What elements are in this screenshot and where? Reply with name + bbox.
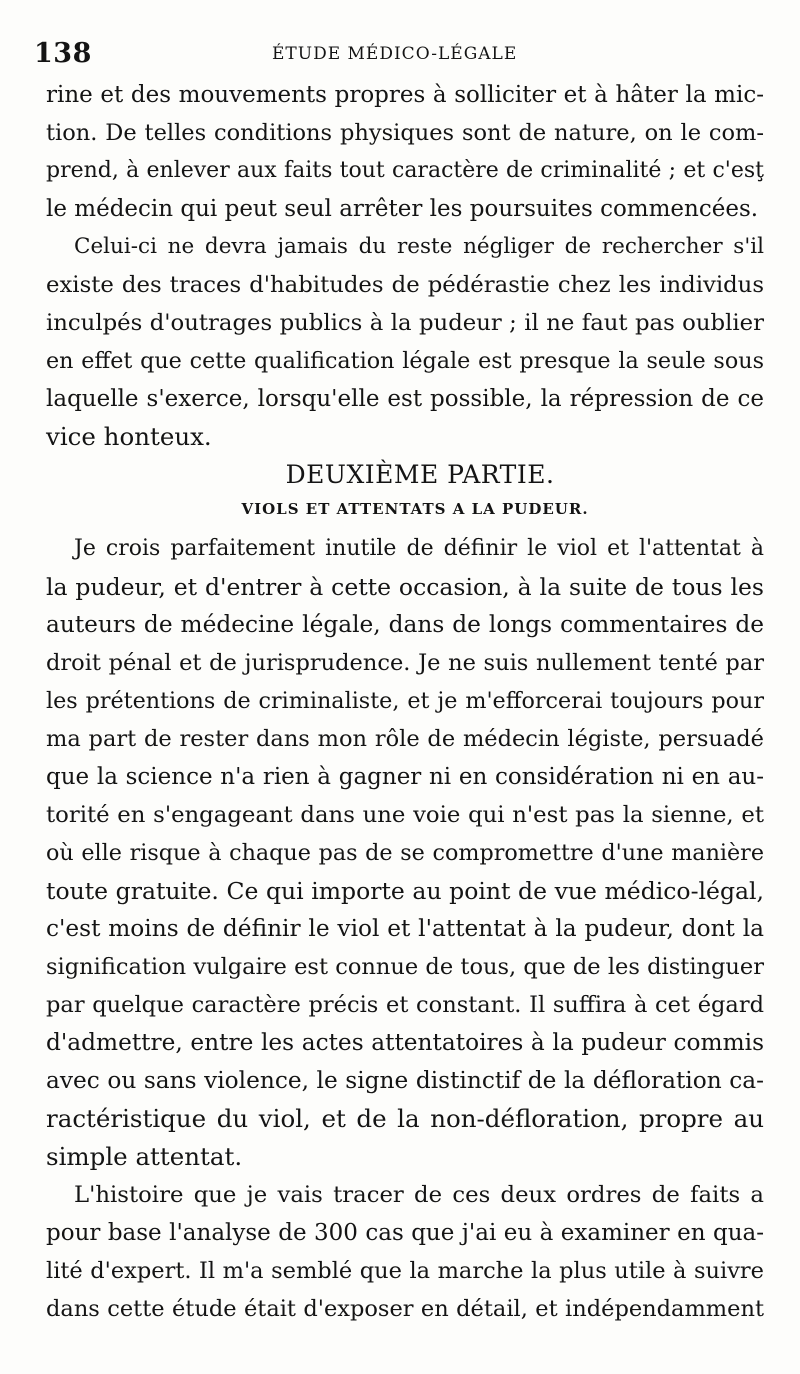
text-line: ma part de rester dans mon rôle de médecin légiste, persuadé — [46, 726, 764, 752]
text-line: L'histoire que je vais tracer de ces deux ordres de faits a — [74, 1182, 764, 1208]
text-line: les prétentions de criminaliste, et je m'efforcerai toujours pour — [46, 688, 764, 714]
text-line: existe des traces d'habitudes de pédérastie chez les individus — [46, 272, 764, 298]
running-head: ÉTUDE MÉDICO-LÉGALE — [272, 44, 518, 64]
text-line: vice honteux. — [46, 422, 212, 451]
text-line: lité d'expert. Il m'a semblé que la marche la plus utile à suivre — [46, 1258, 764, 1284]
text-line: prend, à enlever aux faits tout caractère de criminalité ; et c'esţ — [46, 158, 764, 183]
text-line: dans cette étude était d'exposer en détail, et indépendamment — [46, 1296, 764, 1322]
page-header — [34, 38, 764, 78]
body-text — [46, 76, 764, 1328]
text-line: inculpés d'outrages publics à la pudeur ; il ne faut pas oublier — [46, 310, 764, 336]
text-line: rine et des mouvements propres à solliciter et à hâter la mic- — [46, 82, 764, 108]
text-line: auteurs de médecine légale, dans de longs commentaires de — [46, 611, 764, 638]
paragraph-3 — [46, 530, 764, 1176]
text-line: ractéristique du viol, et de la non-défloration, propre au — [46, 1104, 764, 1133]
text-line: par quelque caractère précis et constant. Il suffira à cet égard — [46, 992, 764, 1018]
text-line: torité en s'engageant dans une voie qui n'est pas la sienne, et — [46, 802, 764, 828]
paragraph-4 — [46, 1176, 764, 1328]
section-title: VIOLS ET ATTENTATS A LA PUDEUR. — [241, 500, 589, 518]
text-line: la pudeur, et d'entrer à cette occasion, à la suite de tous les — [46, 573, 764, 601]
text-line: signification vulgaire est connue de tous, que de les distinguer — [46, 954, 764, 980]
text-line: toute gratuite. Ce qui importe au point de vue médico-légal, — [46, 877, 764, 905]
text-line: laquelle s'exerce, lorsqu'elle est possible, la répression de ce — [46, 386, 764, 412]
text-line: droit pénal et de jurisprudence. Je ne suis nullement tenté par — [46, 650, 764, 676]
paragraph-1 — [46, 76, 764, 228]
text-line: que la science n'a rien à gagner ni en considération ni en au- — [46, 764, 764, 790]
text-line: en effet que cette qualification légale est presque la seule sous — [46, 348, 764, 374]
text-line: Je crois parfaitement inutile de définir le viol et l'attentat à — [74, 536, 764, 561]
text-line: pour base l'analyse de 300 cas que j'ai eu à examiner en qua- — [46, 1220, 764, 1246]
text-line: d'admettre, entre les actes attentatoires à la pudeur commis — [46, 1029, 764, 1056]
text-line: c'est moins de définir le viol et l'attentat à la pudeur, dont la — [46, 915, 764, 942]
paragraph-2 — [46, 228, 764, 456]
text-line: simple attentat. — [46, 1142, 243, 1171]
text-line: tion. De telles conditions physiques sont de nature, on le com- — [46, 120, 764, 146]
text-line: où elle risque à chaque pas de se compromettre d'une manière — [46, 840, 764, 866]
text-line: Celui-ci ne devra jamais du reste négliger de rechercher s'il — [74, 234, 764, 259]
part-title: DEUXIÈME PARTIE. — [285, 460, 555, 489]
page-number: 138 — [34, 38, 92, 69]
text-line: le médecin qui peut seul arrêter les poursuites commencées. — [46, 196, 759, 222]
text-line: avec ou sans violence, le signe distinctif de la défloration ca- — [46, 1067, 764, 1094]
